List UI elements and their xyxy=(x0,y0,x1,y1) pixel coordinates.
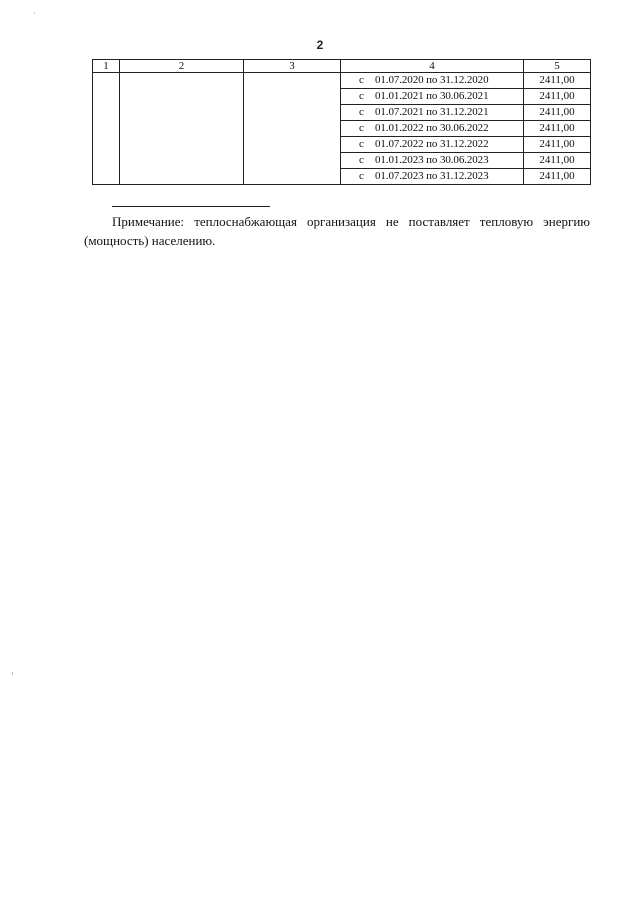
merged-cell-col-2 xyxy=(120,73,244,185)
period-cell xyxy=(341,153,524,169)
period-range: 01.01.2023 по 30.06.2023 xyxy=(375,154,489,166)
merged-cell-col-3 xyxy=(244,73,341,185)
period-cell xyxy=(341,121,524,137)
header-col-5: 5 xyxy=(524,60,591,73)
tariff-value: 2411,00 xyxy=(524,105,591,121)
tariff-table xyxy=(92,59,591,185)
period-cell xyxy=(341,89,524,105)
header-col-4: 4 xyxy=(341,60,524,73)
period-range: 01.01.2021 по 30.06.2021 xyxy=(375,90,489,102)
period-prefix: с xyxy=(359,74,364,86)
period-prefix: с xyxy=(359,122,364,134)
scan-artifact xyxy=(34,12,35,14)
period-cell xyxy=(341,73,524,89)
period-range: 01.07.2021 по 31.12.2021 xyxy=(375,106,489,118)
period-range: 01.01.2022 по 30.06.2022 xyxy=(375,122,489,134)
merged-cell-col-1 xyxy=(93,73,120,185)
tariff-value: 2411,00 xyxy=(524,137,591,153)
period-range: 01.07.2020 по 31.12.2020 xyxy=(375,74,489,86)
period-range: 01.07.2023 по 31.12.2023 xyxy=(375,170,489,182)
period-prefix: с xyxy=(359,154,364,166)
page-number: 2 xyxy=(316,38,324,52)
header-col-1: 1 xyxy=(93,60,120,73)
table-header-row xyxy=(93,60,591,73)
tariff-value: 2411,00 xyxy=(524,89,591,105)
period-prefix: с xyxy=(359,90,364,102)
period-cell xyxy=(341,137,524,153)
footnote-divider xyxy=(112,206,270,207)
header-col-2: 2 xyxy=(120,60,244,73)
note-paragraph: Примечание: теплоснабжающая организация не поставляет тепловую энергию (мощность) населению. xyxy=(84,214,590,248)
period-cell xyxy=(341,169,524,185)
tariff-value: 2411,00 xyxy=(524,169,591,185)
tariff-value: 2411,00 xyxy=(524,153,591,169)
period-prefix: с xyxy=(359,170,364,182)
table-row xyxy=(93,73,591,89)
scan-artifact xyxy=(12,672,13,675)
period-cell xyxy=(341,105,524,121)
period-prefix: с xyxy=(359,106,364,118)
period-range: 01.07.2022 по 31.12.2022 xyxy=(375,138,489,150)
tariff-value: 2411,00 xyxy=(524,73,591,89)
period-prefix: с xyxy=(359,138,364,150)
header-col-3: 3 xyxy=(244,60,341,73)
tariff-value: 2411,00 xyxy=(524,121,591,137)
